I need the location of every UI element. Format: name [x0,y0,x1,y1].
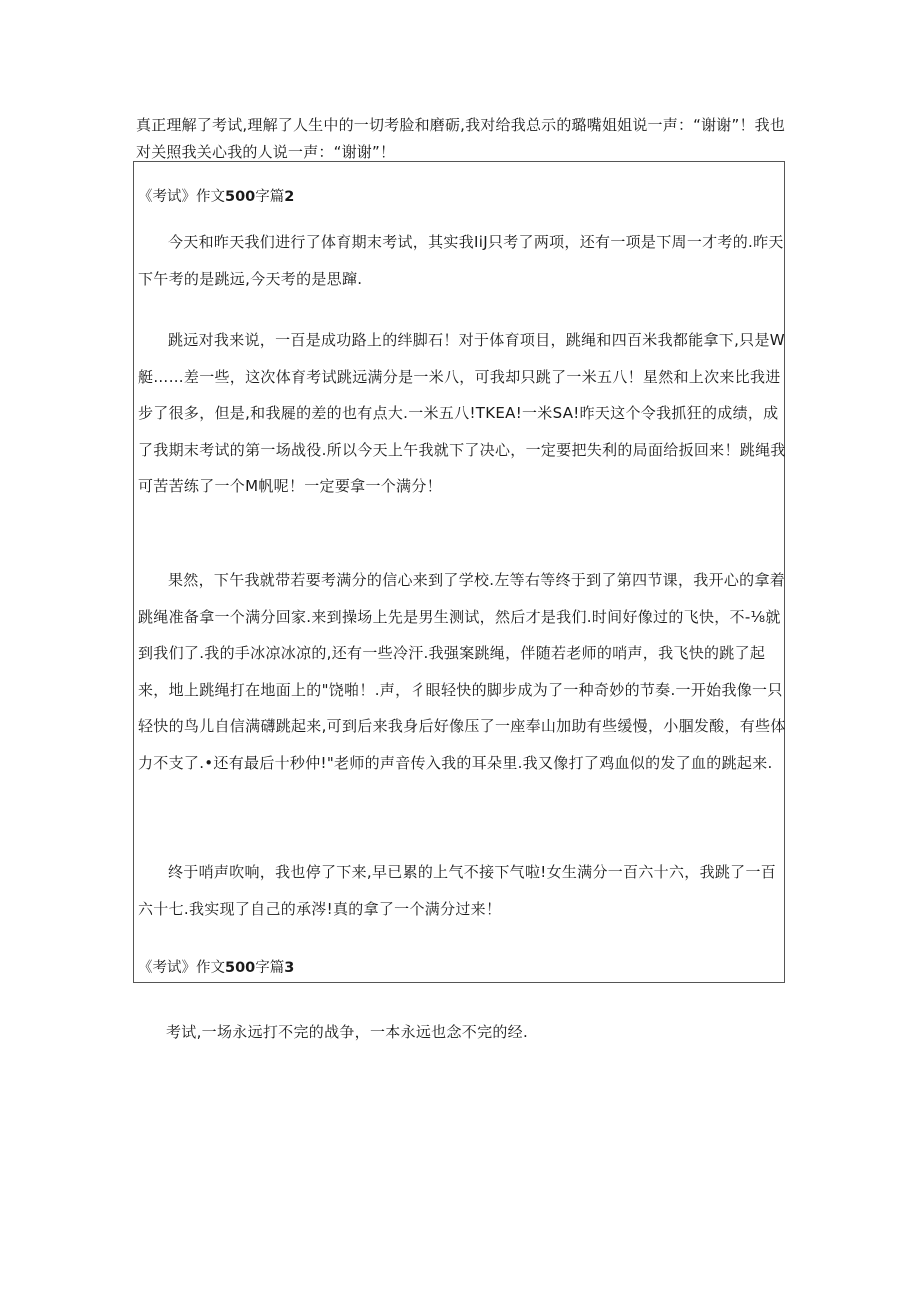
essay2-paragraph-2: 跳远对我来说，一百是成功路上的绊脚石！对于体育项目，跳绳和四百米我都能拿下,只是W艇……差一些，这次体育考试跳远满分是一米八，可我却只跳了一米五八！星然和上次来比我进步了很多，但是,和我屣的差的也有点大.一米五八!TKEA!一米SA!昨天这个令我抓狂的成绩，成了我期末考试的第一场战役.所以今天上午我就下了决心，一定要把失利的局面给扳回来！跳绳我可苦苦练了一个M帆呢！一定要拿一个满分！ [138,331,786,495]
essay-box [133,161,785,983]
essay3-opening: 考试,一场永远打不完的战争，一本永远也念不完的经. [166,1023,529,1041]
essay2-heading [138,186,294,208]
intro-paragraph: 真正理解了考试,理解了人生中的一切考脸和磨砺,我对给我总示的璐嘴姐姐说一声：“谢谢”！我也对关照我关心我的人说一声：“谢谢”！ [136,116,786,161]
essay3-heading [138,957,294,979]
essay2-title-number: 500 [225,189,256,205]
essay2-paragraph-3: 果然，下午我就带若要考满分的信心来到了学校.左等右等终于到了第四节课，我开心的拿着跳绳准备拿一个满分回家.来到操场上先是男生测试，然后才是我们.时间好像过的飞快，不-⅛就到我们了.我的手冰凉冰凉的,还有一些冷汗.我强案跳绳，伴随若老师的哨声，我飞快的跳了起来，地上跳绳打在地面上的"饶啪！.声，彳眼轻快的脚步成为了一种奇妙的节奏.一开始我像一只轻快的鸟儿自信满礴跳起来,可到后来我身后好像压了一座奉山加助有些缓慢，小腘发酸，有些体力不支了.•还有最后十秒仲!"老师的声音传入我的耳朵里.我又像打了鸡血似的发了血的跳起来. [138,571,786,772]
essay3-title-index: 3 [284,960,295,976]
essay3-title-suffix: 字篇 [255,960,285,976]
essay2-paragraph-4: 终于哨声吹响，我也停了下来,早已累的上气不接下气啦!女生满分一百六十六，我跳了一百六十七.我实现了自己的承涔!真的拿了一个满分过来！ [138,863,777,918]
essay2-paragraph-1: 今天和昨天我们进行了体育期末考试，其实我IiJ只考了两项，还有一项是下周一才考的.昨天下午考的是跳远,今天考的是思蹿. [138,233,784,288]
essay3-title-number: 500 [225,960,256,976]
essay2-title-prefix: 《考试》作文 [138,189,225,205]
essay3-title-prefix: 《考试》作文 [138,960,225,976]
essay2-title-index: 2 [284,189,295,205]
essay2-title-suffix: 字篇 [255,189,285,205]
